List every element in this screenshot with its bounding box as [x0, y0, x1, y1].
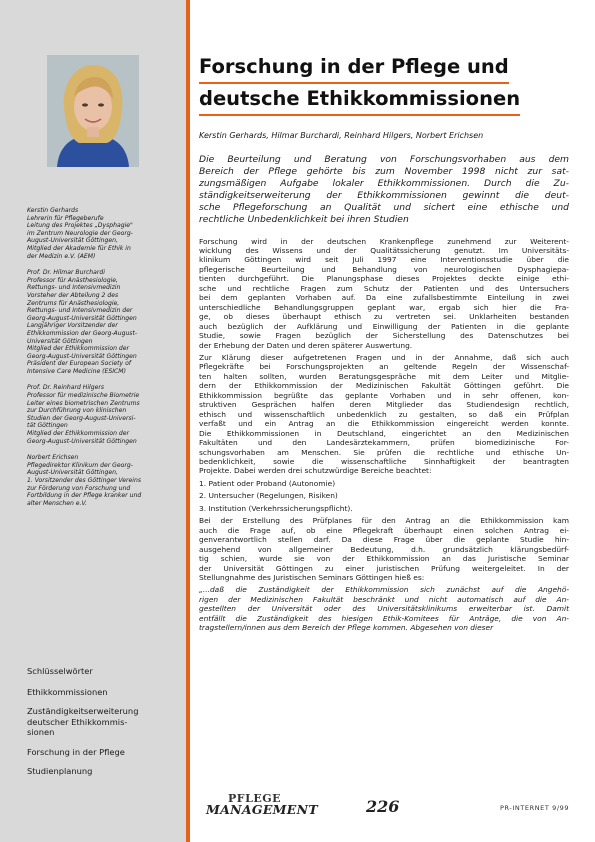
abstract-line: zungsmäßigen Aufgabe lokaler Ethikkommissionen. Durch die Zu- — [199, 178, 569, 190]
body-line: struktiven Gesprächen halfen deren Mitglieder das Studiendesign rechtlich, — [199, 400, 569, 410]
title-line: deutsche Ethikkommissionen — [199, 84, 520, 116]
author-bio — [27, 269, 177, 375]
bio-line: Professor für medizinische Biometrie — [27, 392, 140, 400]
body-line: ausgehend von allgemeiner Bedeutung, d.h. grundsätzlich klärungsbedürf- — [199, 544, 569, 554]
abstract-line: Die Beurteilung und Beratung von Forschungsvorhaben aus dem — [199, 154, 569, 165]
body-line: auch die Frage auf, ob eine Pflegekraft überhaupt einen solchen Antrag ei- — [199, 525, 569, 535]
list-item: 2. Untersucher (Regelungen, Risiken) — [199, 491, 338, 501]
article — [199, 52, 569, 636]
abstract-line: ständigkeitserweiterung der Ethikkommissionen gewinnt die deut- — [199, 190, 569, 202]
bio-line: Ethikkommission der Georg-August- — [27, 329, 138, 337]
issue-label: PR-INTERNET 9/99 — [500, 804, 570, 812]
bio-line: zur Durchführung von klinischen — [27, 407, 127, 415]
logo-bottom: MANAGEMENT — [206, 802, 318, 817]
keyword-line: sionen — [27, 727, 55, 737]
bio-line: Norbert Erichsen — [27, 454, 79, 462]
list-item: 1. Patient oder Proband (Autonomie) — [199, 478, 336, 488]
body-line: verfaßt und ein Antrag an die Ethikkommission eingereicht werden konnte. — [199, 419, 569, 429]
bio-line: Professor für Anästhesiologie, — [27, 276, 118, 284]
accent-rule — [186, 0, 190, 842]
abstract-line: sche Pflegeforschung an Qualität und sichert eine ethische und — [199, 202, 569, 214]
page-number: 226 — [366, 797, 400, 816]
body-line: Pflegekräfte bei Forschungsprojekten an geltende Regeln der Wissenschaf- — [199, 362, 569, 372]
bio-line: 1. Vorsitzender des Göttinger Vereins — [27, 477, 142, 484]
body-line: ten halten sollten, wurden Beratungsgespräche mit dem Leiter und Mitglie- — [199, 371, 569, 381]
bio-line: August-Universität Göttingen, — [27, 237, 118, 245]
body-line: dern der Ethikkommission der Medizinischen Fakultät Göttingen geführt. Die — [199, 381, 569, 391]
keywords-title: Schlüsselwörter — [27, 666, 93, 676]
bio-line: Georg-August-Universität Göttingen — [27, 352, 137, 360]
list-item: 3. Institution (Verkehrssicherungspflicht). — [199, 503, 353, 513]
keyword-line: Studienplanung — [27, 766, 93, 776]
bio-line: Leiter eines biometrischen Zentrums — [27, 399, 140, 407]
magazine-logo — [206, 792, 328, 816]
keyword — [27, 747, 179, 758]
bio-line: Georg-August-Universität Göttingen — [27, 314, 137, 322]
body-line: Zur Klärung dieser aufgetretenen Fragen und in der Annahme, daß sich auch — [199, 353, 569, 362]
body-line: gestellten der Universität oder des Universitätsklinikums erweiterbar ist. Damit — [199, 604, 569, 614]
title-line: Forschung in der Pflege und — [199, 52, 509, 84]
bio-line: Pflegedirektor Klinikum der Georg- — [27, 461, 133, 469]
body-line: genverantwortlich stellen darf. Da diese Frage über die geplante Studie hin- — [199, 535, 569, 545]
paragraph — [199, 353, 569, 476]
article-body — [199, 237, 569, 633]
author-photo — [47, 55, 139, 167]
bio-line: Georg-August-Universität Göttingen — [27, 437, 137, 445]
body-line: Forschung wird in der deutschen Krankenpflege zunehmend zur Weiterent- — [199, 236, 569, 246]
bio-line: Rettungs- und Intensivmedizin — [27, 284, 121, 292]
bio-line: Zentrums für Anästhesiologie, — [27, 299, 120, 307]
body-line: klinikum Göttingen wird seit Juli 1997 eine Interventionsstudie über die — [199, 255, 569, 265]
bio-line: Universität Göttingen — [27, 337, 93, 345]
body-line: „...daß die Zuständigkeit der Ethikkommission sich zunächst auf die Angehö- — [199, 585, 569, 595]
keyword — [27, 766, 179, 777]
keyword-line: Zuständigkeitserweiterung — [27, 706, 139, 716]
article-title — [199, 52, 569, 116]
bio-line: Rettungs- und Intensivmedizin der — [27, 307, 133, 315]
body-line: unterschiedliche Behandlungsgruppen geplant war, ergab sich hier die Fra- — [199, 302, 569, 312]
body-line: pflegerische Beurteilung und Behandlung von neurologischen Dysphagiepa- — [199, 264, 569, 274]
body-line: Fakultäten und den Landesärztekammern, prüfen biomedizinische For- — [199, 438, 569, 448]
bio-line: Langjähriger Vorsitzender der — [27, 322, 118, 330]
abstract-line: rechtliche Unbedenklichkeit bei ihren Studien — [199, 214, 409, 226]
author-bio — [27, 384, 177, 445]
abstract-line: Bereich der Pflege gehörte bis zum November 1998 nicht zur sat- — [199, 166, 569, 178]
body-line: entfällt die Zuständigkeit des hiesigen Ethik-Komitees für Anträge, die von An- — [199, 613, 569, 623]
bio-line: Fortbildung in der Pflege kranker und — [27, 492, 142, 500]
keyword — [27, 706, 179, 738]
body-line: wicklung des Wissens und der Qualitätssicherung genutzt. Im Universitäts- — [199, 246, 569, 256]
bio-line: Mitglied der Ethikkommission der — [27, 430, 130, 438]
body-line: ge, ob dieses überhaupt ethisch zu vertreten sei. Unklarheiten bestanden — [199, 312, 569, 322]
keyword-line: deutscher Ethikkommis- — [27, 716, 128, 727]
bio-line: alter Menschen e.V. — [27, 499, 87, 507]
body-line: Die Ethikkommissionen in Deutschland, eingerichtet an den Medizinischen — [199, 428, 569, 438]
body-line: sche und rechtliche Fragen zum Schutz der Patienten und des Untersuchers — [199, 283, 569, 293]
body-line: Ethikkommission begrüßte das geplante Vorhaben und in sehr offenen, kon- — [199, 390, 569, 400]
author-bio — [27, 454, 177, 507]
body-line: ethisch und wissenschaftlich unbedenklich zu gestalten, so daß ein Prüfplan — [199, 409, 569, 419]
paragraph — [199, 516, 569, 582]
body-line: Stellungnahme des Juristischen Seminars Göttingen hieß es: — [199, 572, 425, 582]
quote — [199, 585, 569, 632]
body-line: der Universität Göttingen zu einer juristischen Prüfung weitergeleitet. In der — [199, 563, 569, 573]
body-line: rigen der Medizinischen Fakultät beschränkt und nicht automatisch auf die An- — [199, 594, 569, 604]
keyword-line: Forschung in der Pflege — [27, 746, 125, 757]
bio-line: Studien der Georg-August-Universi- — [27, 414, 136, 422]
body-line: tig schien, wurde sie von der Ethikkommission an das Juristische Seminar — [199, 554, 569, 564]
body-line: tienten durchgeführt. Die Planungsphase dieses Projektes deckte einige ethi- — [199, 274, 569, 284]
bio-line: Kerstin Gerhards — [27, 207, 79, 214]
body-line: bedenklichkeit, sowie die wissenschaftliche Sinnhaftigkeit der beantragten — [199, 456, 569, 466]
logo-top: PFLEGE — [228, 792, 281, 805]
bio-line: Lehrerin für Pflegeberufe — [27, 214, 104, 222]
keyword — [27, 687, 179, 698]
bio-line: im Zentrum Neurologie der Georg- — [27, 229, 133, 237]
bio-line: tät Göttingen — [27, 422, 68, 430]
keyword-line: Ethikkommissionen — [27, 686, 108, 697]
bio-line: Prof. Dr. Hilmar Burchardi — [27, 269, 105, 277]
body-line: auch bezüglich der Aufklärung und Einwilligung der Patienten in die geplante — [199, 321, 569, 331]
body-line: tragstellern/innen aus dem Bereich der Pflege kommen. Abgesehen von dieser — [199, 623, 494, 633]
bio-line: Vorsteher der Abteilung 2 des — [27, 291, 119, 299]
bio-line: Mitglied der Akademie für Ethik in — [27, 244, 131, 252]
bio-line: August-Universität Göttingen, — [27, 469, 118, 477]
body-line: Studie, sowie Fragen bezüglich der Sicherstellung des Datenschutzes bei — [199, 331, 569, 341]
keywords — [27, 666, 179, 786]
bio-line: Leitung des Projektes „Dysphagie" — [27, 222, 133, 230]
bio-line: Intensive Care Medicine (ESICM) — [27, 367, 126, 375]
author-bio — [27, 207, 177, 260]
abstract — [199, 154, 569, 227]
bio-line: Prof. Dr. Reinhard Hilgers — [27, 384, 105, 392]
bio-line: der Medizin e.V. (AEM) — [27, 252, 96, 260]
bio-line: Mitglied der Ethikkommission der — [27, 345, 130, 353]
body-line: bei dem geplanten Vorhaben auf. Da eine zufallsbestimmte Einteilung in zwei — [199, 293, 569, 303]
body-line: Projekte. Dabei werden drei schutzwürdige Bereiche beachtet: — [199, 466, 432, 476]
body-line: der Erhebung der Daten und deren späterer Auswertung. — [199, 340, 413, 350]
bio-line: zur Förderung von Forschung und — [27, 484, 131, 492]
author-bios — [27, 207, 177, 516]
authors: Kerstin Gerhards, Hilmar Burchardi, Reinhard Hilgers, Norbert Erichsen — [199, 131, 484, 140]
paragraph — [199, 237, 569, 350]
body-line: schungsvorhaben am Menschen. Sie prüfen die rechtliche und ethische Un- — [199, 447, 569, 457]
bio-line: Präsident der European Society of — [27, 360, 131, 368]
body-line: Bei der Erstellung des Prüfplanes für den Antrag an die Ethikkommission kam — [199, 516, 569, 526]
